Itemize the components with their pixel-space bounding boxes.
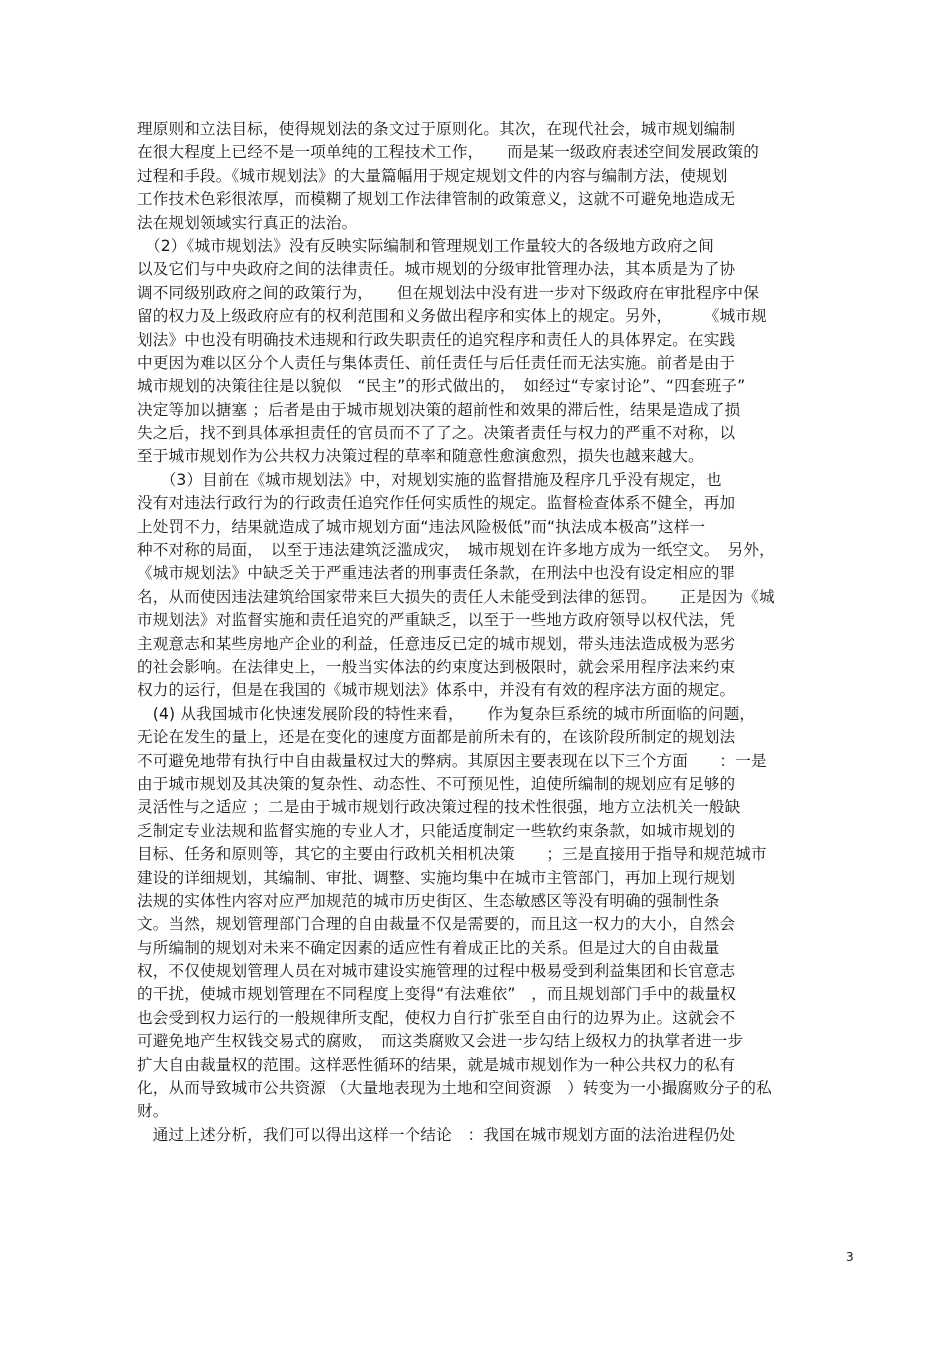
page-number: 3 (846, 1250, 854, 1264)
text-line: 主观意志和某些房地产企业的利益，任意违反已定的城市规划，带头违法造成极为恶劣 (137, 634, 736, 653)
body-text (137, 118, 859, 1147)
text-line: 乏制定专业法规和监督实施的专业人才，只能适度制定一些软约束条款，如城市规划的 (137, 821, 736, 840)
text-line: 市规划法》对监督实施和责任追究的严重缺乏，以至于一些地方政府领导以权代法，凭 (137, 611, 736, 630)
text-line: 权力的运行，但是在我国的《城市规划法》体系中，并没有有效的程序法方面的规定。 (137, 681, 736, 700)
text-line: 上处罚不力，结果就造成了城市规划方面“违法风险极低”而“执法成本极高”这样一 (137, 517, 706, 536)
text-line: 文。当然，规划管理部门合理的自由裁量不仅是需要的，而且这一权力的大小，自然会 (137, 915, 736, 934)
text-line: 理原则和立法目标，使得规划法的条文过于原则化。其次，在现代社会，城市规划编制 (137, 120, 736, 138)
text-line: 在很大程度上已经不是一项单纯的工程技术工作， 而是某一级政府表述空间发展政策的 (137, 143, 759, 162)
text-line: （3）目前在《城市规划法》中，对规划实施的监督措施及程序几乎没有规定，也 (137, 470, 722, 489)
text-line: 没有对违法行政行为的行政责任追究作任何实质性的规定。监督检查体系不健全，再加 (137, 494, 736, 513)
text-line: 灵活性与之适应 ；二是由于城市规划行政决策过程的技术性很强，地方立法机关一般缺 (137, 798, 741, 817)
text-line: （2）《城市规划法》没有反映实际编制和管理规划工作量较大的各级地方政府之间 (137, 236, 714, 255)
text-line: 调不同级别政府之间的政策行为， 但在规划法中没有进一步对下级政府在审批程序中保 (137, 283, 759, 302)
text-line: 失之后，找不到具体承担责任的官员而不了了之。决策者责任与权力的严重不对称，以 (137, 424, 736, 443)
text-line: 的社会影响。在法律史上，一般当实体法的约束度达到极限时，就会采用程序法来约束 (137, 657, 736, 676)
text-line: 留的权力及上级政府应有的权利范围和义务做出程序和实体上的规定。另外， 《城市规 (137, 307, 767, 326)
text-line: 决定等加以搪塞 ；后者是由于城市规划决策的超前性和效果的滞后性，结果是造成了损 (137, 400, 741, 419)
text-line: 法规的实体性内容对应严加规范的城市历史街区、生态敏感区等没有明确的强制性条 (137, 891, 720, 910)
text-line: 划法》中也没有明确技术违规和行政失职责任的追究程序和责任人的具体界定。在实践 (137, 330, 736, 349)
text-line: 以及它们与中央政府之间的法律责任。城市规划的分级审批管理办法，其本质是为了协 (137, 260, 736, 279)
text-line: 法在规划领域实行真正的法治。 (137, 213, 358, 232)
text-line: 可避免地产生权钱交易式的腐败， 而这类腐败又会进一步勾结上级权力的执掌者进一步 (137, 1032, 744, 1051)
text-line: 《城市规划法》中缺乏关于严重违法者的刑事责任条款，在刑法中也没有设定相应的罪 (137, 564, 736, 583)
text-line: 中更因为难以区分个人责任与集体责任、前任责任与后任责任而无法实施。前者是由于 (137, 353, 736, 372)
text-line: 与所编制的规划对未来不确定因素的适应性有着成正比的关系。但是过大的自由裁量 (137, 938, 720, 957)
text-line: 通过上述分析，我们可以得出这样一个结论 ：我国在城市规划方面的法治进程仍处 (137, 1125, 736, 1144)
text-line: 的干扰，使城市规划管理在不同程度上变得“有法难依” ，而且规划部门手中的裁量权 (137, 985, 736, 1004)
text-line: 种不对称的局面， 以至于违法建筑泛滥成灾， 城市规划在许多地方成为一纸空文。 另外， (137, 541, 775, 560)
text-line: 目标、任务和原则等，其它的主要由行政机关相机决策 ；三是直接用于指导和规范城市 (137, 845, 767, 864)
text-line: 由于城市规划及其决策的复杂性、动态性、不可预见性，迫使所编制的规划应有足够的 (137, 774, 736, 793)
text-line: 化，从而导致城市公共资源 （大量地表现为土地和空间资源 ）转变为一小撮腐败分子的私 (137, 1079, 772, 1098)
text-line: 至于城市规划作为公共权力决策过程的草率和随意性愈演愈烈，损失也越来越大。 (137, 447, 704, 466)
text-line: (4) 从我国城市化快速发展阶段的特性来看， 作为复杂巨系统的城市所面临的问题， (137, 704, 756, 723)
text-line: 名，从而使因违法建筑给国家带来巨大损失的责任人未能受到法律的惩罚。 正是因为《城 (137, 587, 775, 606)
text-line: 权，不仅使规划管理人员在对城市建设实施管理的过程中极易受到利益集团和长官意志 (137, 962, 736, 981)
text-line: 不可避免地带有执行中自由裁量权过大的弊病。其原因主要表现在以下三个方面 ：一是 (137, 751, 767, 770)
text-line: 城市规划的决策往往是以貌似 “民主”的形式做出的， 如经过“专家讨论”、“四套班子” (137, 377, 746, 396)
text-line: 无论在发生的量上，还是在变化的速度方面都是前所未有的，在该阶段所制定的规划法 (137, 728, 736, 747)
text-line: 也会受到权力运行的一般规律所支配，使权力自行扩张至自由行的边界为止。这就会不 (137, 1008, 736, 1027)
text-line: 过程和手段。《城市规划法》的大量篇幅用于规定规划文件的内容与编制方法，使规划 (137, 166, 728, 185)
text-line: 建设的详细规划，其编制、审批、调整、实施均集中在城市主管部门，再加上现行规划 (137, 868, 736, 887)
text-line: 财。 (137, 1102, 169, 1121)
text-line: 工作技术色彩很浓厚，而模糊了规划工作法律管制的政策意义，这就不可避免地造成无 (137, 190, 736, 209)
text-line: 扩大自由裁量权的范围。这样恶性循环的结果，就是城市规划作为一种公共权力的私有 (137, 1055, 736, 1074)
